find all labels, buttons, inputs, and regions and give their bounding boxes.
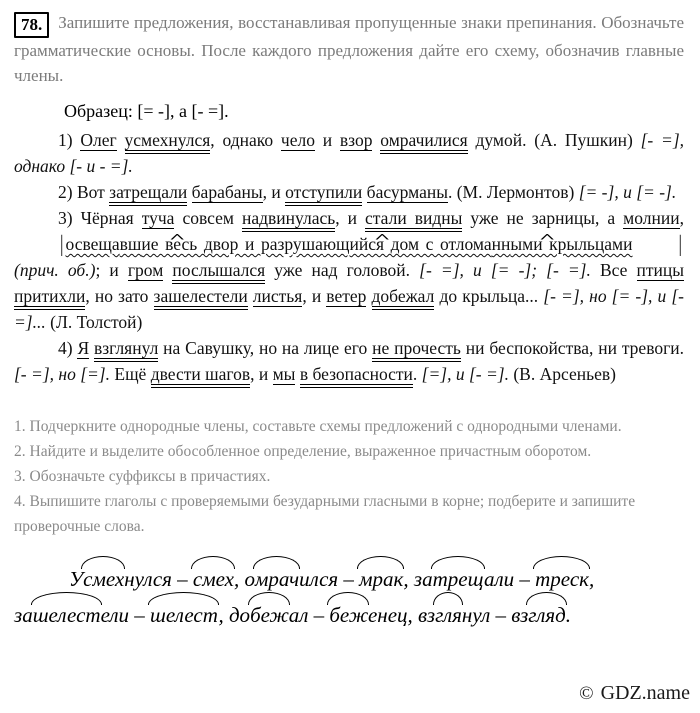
sentence-paragraph-3: 3) Чёрная туча совсем надвинулась, и стали видны уже не зарницы, а молнии, | освеща^ вшие весь двор и разруша^ ющийся дом с отлома^ нными крыльцами | (прич. об.); и гром послышался уже над головой. [- =], и [= -]; [- =]. Все птицы притихли, но зато зашелестели листья, и ветер добежал до крыльца... [- =], но [= -], и [- =]... (Л. Толстой) (14, 205, 684, 335)
sample-line (14, 101, 684, 122)
task-item: 1. Подчеркните однородные члены, составьте схемы предложений с однородными членами. (14, 418, 622, 435)
sentence-paragraph-2: 2) Вот затрещали барабаны, и отступили басурманы. (М. Лермонтов) [= -], и [= -]. (14, 179, 684, 205)
sentence-paragraph-4: 4) Я взглянул на Савушку, но на лице его не прочесть ни беспокойства, ни тревоги. [- =], но [=]. Ещё двести шагов, и мы в безопасности. [=], и [- =]. (В. Арсеньев) (14, 335, 684, 387)
exercise-instruction: Запишите предложения, восстанавливая пропущенные знаки препинания. Обозначьте грамматические основы. После каждого предложения дайте его схему, обозначив главные члены. (14, 13, 684, 85)
copyright-watermark (579, 682, 690, 705)
exercise-number-badge: 78. (14, 12, 49, 38)
exercise-header (14, 10, 684, 88)
watermark-site: GDZ.name (600, 682, 690, 704)
copyright-icon: © (579, 683, 594, 704)
sentence-paragraph-1: 1) Олег усмехнулся, однако чело и взор омрачилися думой. (А. Пушкин) [- =], однако [- и - =]. (14, 130, 685, 176)
task-item: 4. Выпишите глаголы с проверяемыми безударными гласными в корне; подберите и запишите проверочные слова. (14, 493, 636, 535)
sample-label: Образец: (64, 101, 133, 121)
sample-schema: [= -], а [- =]. (137, 101, 229, 121)
task-item: 3. Обозначьте суффиксы в причастиях. (14, 468, 271, 485)
task-item: 2. Найдите и выделите обособленное определение, выраженное причастным оборотом. (14, 443, 592, 460)
sentences-block (14, 127, 684, 387)
morphology-line: Усмехнулся – смех, омрачился – мрак, затрещали – треск, зашелестели – шелест, добежал – беженец, взглянул – взгляд. (14, 567, 595, 627)
tasks-list (14, 414, 684, 539)
